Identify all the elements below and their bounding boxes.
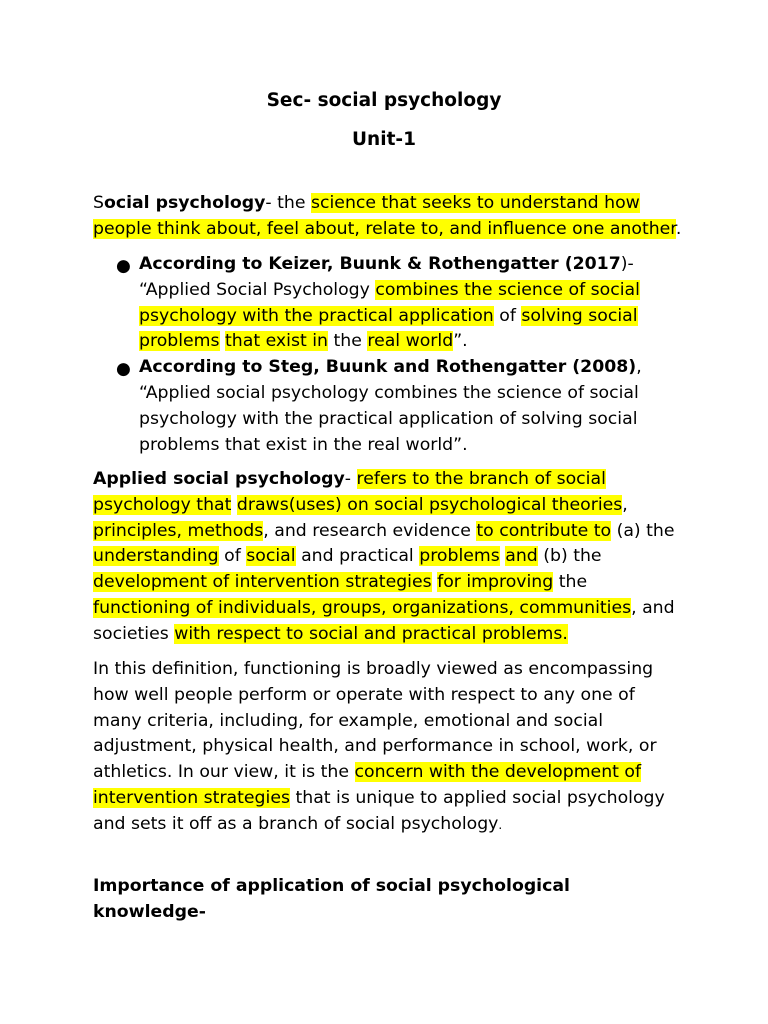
highlight: problems <box>419 546 500 567</box>
list-item <box>93 355 683 458</box>
definition-paragraph <box>93 191 683 243</box>
highlight: combines the science of social psychology with the practical application <box>139 279 640 326</box>
highlight: for improving <box>437 572 554 593</box>
text-run: , <box>622 494 628 515</box>
highlight: with respect to social and practical problems. <box>174 623 568 644</box>
text-run: (b) the <box>537 546 602 567</box>
functioning-paragraph <box>93 657 683 839</box>
text-run: ”. <box>453 331 468 352</box>
initial-letter: S <box>93 193 104 213</box>
highlight: social <box>246 546 296 567</box>
text-run: . <box>498 817 503 832</box>
citation-label: According to Steg, Buunk and Rothengatter (2008) <box>139 357 637 378</box>
text-run: )- “Applied Social Psychology <box>139 254 634 300</box>
highlight: and <box>505 546 538 567</box>
highlight: science that seeks to understand how people think about, feel about, relate to, and influence one another <box>93 193 676 239</box>
highlight: to contribute to <box>476 520 612 541</box>
highlight: solving social problems <box>139 305 638 352</box>
term-social-psychology: ocial psychology <box>103 193 266 213</box>
text-run: that is unique to applied social psychology and sets it off as a branch of social psychology <box>93 787 665 834</box>
highlight: functioning of individuals, groups, organizations, communities <box>93 597 632 618</box>
bullet-icon: ● <box>116 256 131 276</box>
text-run: of <box>493 305 522 326</box>
text-run: and practical <box>295 546 420 567</box>
text-run: , “Applied social psychology combines the science of social psychology with the practical application of solving social problems that exist in the real world”. <box>139 357 642 455</box>
document-title: Sec- social psychology <box>266 90 502 111</box>
citation-label: According to Keizer, Buunk & Rothengatter (2017 <box>139 254 621 274</box>
highlight: understanding <box>93 546 219 567</box>
section-heading: Importance of application of social psychological knowledge- <box>93 876 570 922</box>
list-item <box>93 252 683 355</box>
text-run: In this definition, functioning is broadly viewed as encompassing how well people perform or operate with respect to any one of many criteria, including, for example, emotional and social adjustment, physical health, and performance in school, work, or athletics. In our view, it is the <box>93 659 657 783</box>
term-applied-social-psychology: Applied social psychology <box>93 469 345 489</box>
highlight: refers to the branch of social psychology that <box>93 469 606 515</box>
text-run: - <box>344 469 357 489</box>
text-run: , and research evidence <box>263 520 477 541</box>
bullet-icon: ● <box>116 359 131 380</box>
highlight: development of intervention strategies <box>93 572 432 593</box>
highlight: concern with the development of intervention strategies <box>93 762 642 808</box>
highlight: draws(uses) on social psychological theories <box>236 494 623 515</box>
text-run: , and societies <box>93 597 675 644</box>
highlight: principles, methods <box>93 520 264 541</box>
text-run: the <box>328 331 368 352</box>
text-run: of <box>218 546 247 567</box>
unit-heading: Unit-1 <box>352 129 416 150</box>
text-run: - the <box>265 193 311 213</box>
applied-definition-paragraph <box>93 467 683 648</box>
highlight: real world <box>367 331 454 352</box>
text-run: . <box>675 218 682 239</box>
highlight: that exist in <box>225 331 328 352</box>
text-run: (a) the <box>611 520 675 541</box>
text-run: the <box>553 572 588 593</box>
definitions-list <box>93 252 683 458</box>
